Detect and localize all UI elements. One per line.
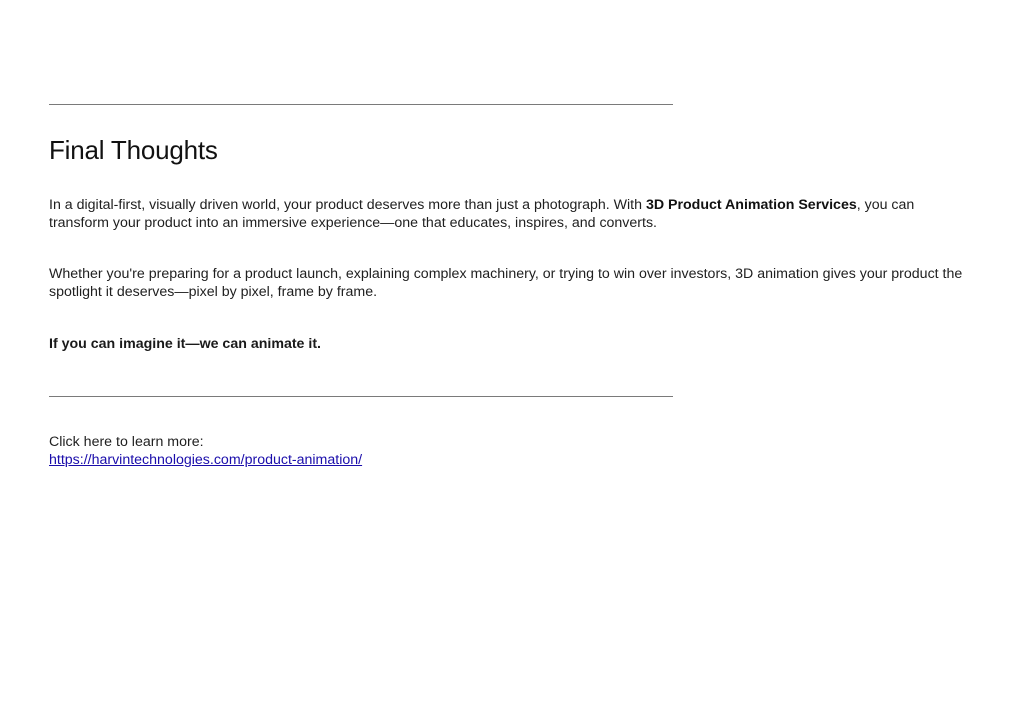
tagline: If you can imagine it—we can animate it. [49,336,321,352]
paragraph-benefits: Whether you're preparing for a product launch, explaining complex machinery, or trying to win over investors, 3D animation gives your product the spotlight it deserves—pixel by pixel, frame by frame. [49,266,963,300]
learn-more-block [49,434,362,469]
paragraph-intro [49,197,974,232]
section-heading: Final Thoughts [49,135,218,165]
paragraph-intro-text-start: In a digital-first, visually driven world, your product deserves more than just a photograph. With [49,197,646,213]
paragraph-intro-text-end: , you can transform your product into an immersive experience—one that educates, inspires, and converts. [49,197,915,231]
horizontal-divider-bottom [49,396,673,397]
horizontal-divider-top [49,104,673,105]
learn-more-prompt: Click here to learn more: [49,434,204,450]
learn-more-link[interactable]: https://harvintechnologies.com/product-animation/ [49,451,363,468]
emphasis-service-name: 3D Product Animation Services [645,197,857,213]
